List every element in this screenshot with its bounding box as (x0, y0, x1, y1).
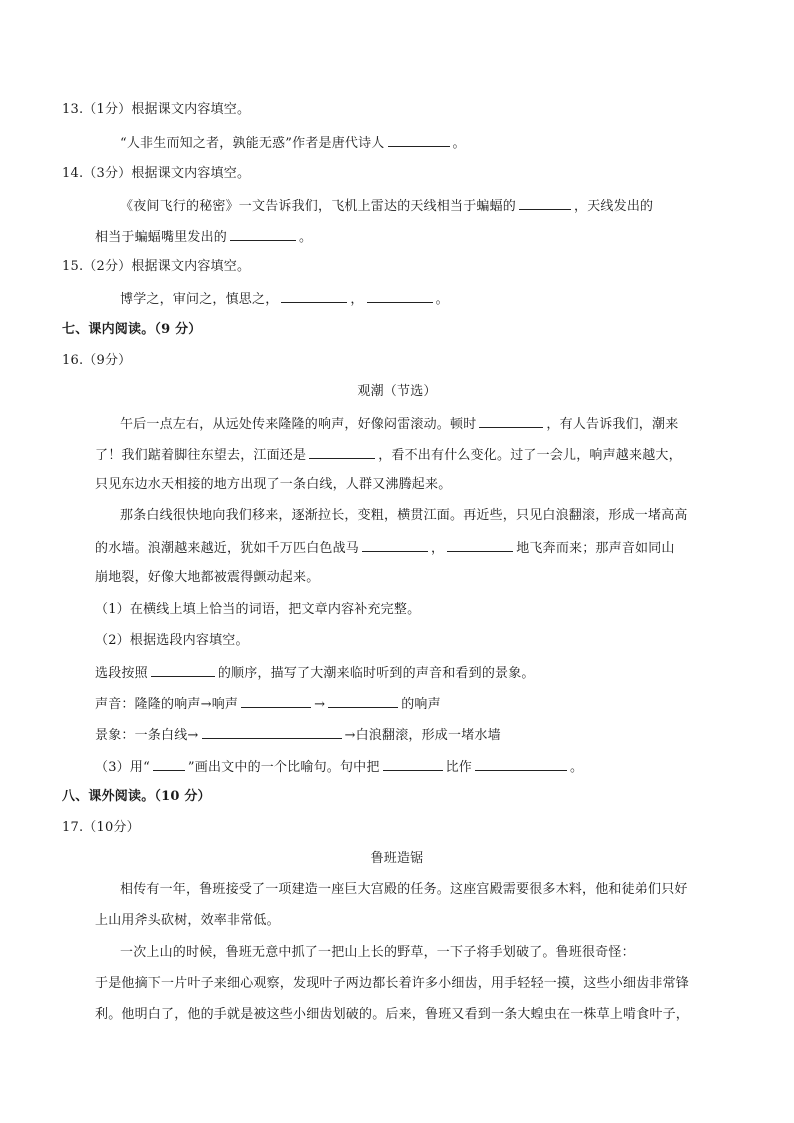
question-15-heading: 15.（2分）根据课文内容填空。 (62, 259, 251, 274)
passage-2-text-1: 的水墙。浪潮越来越近，犹如千万匹白色战马 (95, 541, 360, 556)
question-15-text-1: 博学之，审问之，慎思之， (120, 292, 279, 307)
sub2-text-4: 的响声 (401, 697, 441, 712)
sub-question-2-line-1 (95, 662, 535, 684)
section-7-title: 七、课内阅读。（9 分） (62, 322, 202, 337)
answer-blank-16j[interactable] (475, 756, 567, 771)
question-15-comma: ， (350, 292, 364, 307)
passage-2-line-2 (95, 537, 675, 559)
passage-2-line-3: 崩地裂，好像大地都被震得颤动起来。 (95, 570, 320, 585)
passage-2-text-2: 地飞奔而来；那声音如同山 (516, 541, 675, 556)
answer-blank-15a[interactable] (281, 288, 347, 303)
answer-blank-13[interactable] (388, 132, 450, 147)
luban-para-2-line-2: 于是他摘下一片叶子来细心观察，发现叶子两边都长着许多小细齿，用手轻轻一摸，这些小细齿非常锋 (95, 976, 690, 991)
section-8-title: 八、课外阅读。（10 分） (62, 789, 211, 804)
passage-1-text-1: 午后一点左右，从远处传来隆隆的响声，好像闷雷滚动。顿时 (120, 417, 477, 432)
answer-blank-16a[interactable] (479, 413, 543, 428)
sub2-text-5: 景象：一条白线→ (95, 728, 199, 743)
passage-1-line-1 (120, 413, 678, 435)
luban-para-1-line-1: 相传有一年，鲁班接受了一项建造一座巨大宫殿的任务。这座宫殿需要很多木料，他和徒弟们只好 (120, 882, 688, 897)
answer-blank-16c[interactable] (362, 537, 428, 552)
question-13-period: 。 (452, 136, 466, 151)
question-14-text-2: ，天线发出的 (574, 199, 654, 214)
sub-question-2: （2）根据选段内容填空。 (95, 633, 249, 648)
answer-blank-16e[interactable] (151, 662, 215, 677)
question-14-text-3: 相当于蝙蝠嘴里发出的 (95, 230, 228, 245)
answer-blank-16i[interactable] (383, 756, 443, 771)
passage-2-line-1: 那条白线很快地向我们移来，逐渐拉长，变粗，横贯江面。再近些，只见白浪翻滚，形成一堵高高 (120, 508, 688, 523)
passage-2-comma: ， (431, 541, 445, 556)
answer-blank-14a[interactable] (519, 195, 571, 210)
luban-para-2-line-3: 利。他明白了，他的手就是被这些小细齿划破的。后来，鲁班又看到一条大蝗虫在一株草上啃食叶子， (95, 1007, 690, 1022)
question-17-heading: 17.（10分） (62, 820, 140, 835)
passage-1-text-2: ，有人告诉我们，潮来 (546, 417, 679, 432)
sub2-text-3: 声音：隆隆的响声→响声 (95, 697, 239, 712)
luban-para-2-line-1: 一次上山的时候，鲁班无意中抓了一把山上长的野草，一下子将手划破了。鲁班很奇怪： (120, 945, 635, 960)
answer-blank-16f[interactable] (241, 693, 311, 708)
question-14-text-4: 。 (299, 230, 313, 245)
answer-blank-16d[interactable] (447, 537, 513, 552)
underline-sample (153, 756, 185, 771)
sub3-period: 。 (569, 760, 584, 775)
answer-blank-16b[interactable] (309, 444, 375, 459)
answer-blank-16h[interactable] (202, 724, 342, 739)
sub-question-2-line-3 (95, 724, 501, 746)
question-15-period: 。 (435, 292, 449, 307)
sub3-text-1: （3）用“ (95, 760, 150, 775)
passage-1-text-4: ，看不出有什么变化。过了一会儿，响声越来越大， (378, 448, 682, 463)
sub-question-2-line-2 (95, 693, 441, 715)
answer-blank-16g[interactable] (328, 693, 398, 708)
sub-question-1: （1）在横线上填上恰当的词语，把文章内容补充完整。 (95, 602, 421, 617)
passage-title-luban: 鲁班造锯 (370, 851, 424, 866)
question-15-body (120, 288, 449, 310)
passage-1-line-2 (95, 444, 682, 466)
sub2-text-1: 选段按照 (95, 666, 148, 681)
question-14-line-1 (120, 195, 653, 217)
question-13-text: “人非生而知之者，孰能无惑”作者是唐代诗人 (120, 136, 385, 151)
question-14-line-2 (95, 226, 312, 248)
answer-blank-14b[interactable] (230, 226, 296, 241)
sub2-text-2: 的顺序，描写了大潮来临时听到的声音和看到的景象。 (217, 666, 535, 681)
sub3-text-2: ”画出文中的一个比喻句。句中把 (187, 760, 380, 775)
passage-1-line-3: 只见东边水天相接的地方出现了一条白线，人群又沸腾起来。 (95, 477, 452, 492)
question-14-text-1: 《夜间飞行的秘密》一文告诉我们，飞机上雷达的天线相当于蝙蝠的 (120, 199, 517, 214)
sub2-text-6: →白浪翻滚，形成一堵水墙 (344, 728, 501, 743)
passage-1-text-3: 了！我们踮着脚往东望去，江面还是 (95, 448, 307, 463)
answer-blank-15b[interactable] (367, 288, 433, 303)
question-16-heading: 16.（9分） (62, 353, 132, 368)
sub-question-3 (95, 756, 583, 778)
question-13-heading: 13.（1分）根据课文内容填空。 (62, 102, 251, 117)
question-13-body (120, 132, 466, 154)
luban-para-1-line-2: 上山用斧头砍树，效率非常低。 (95, 913, 280, 928)
sub3-text-3: 比作 (445, 760, 472, 775)
question-14-heading: 14.（3分）根据课文内容填空。 (62, 166, 251, 181)
sub2-arrow: → (314, 697, 326, 712)
passage-title-guanchao: 观潮（节选） (357, 384, 437, 399)
